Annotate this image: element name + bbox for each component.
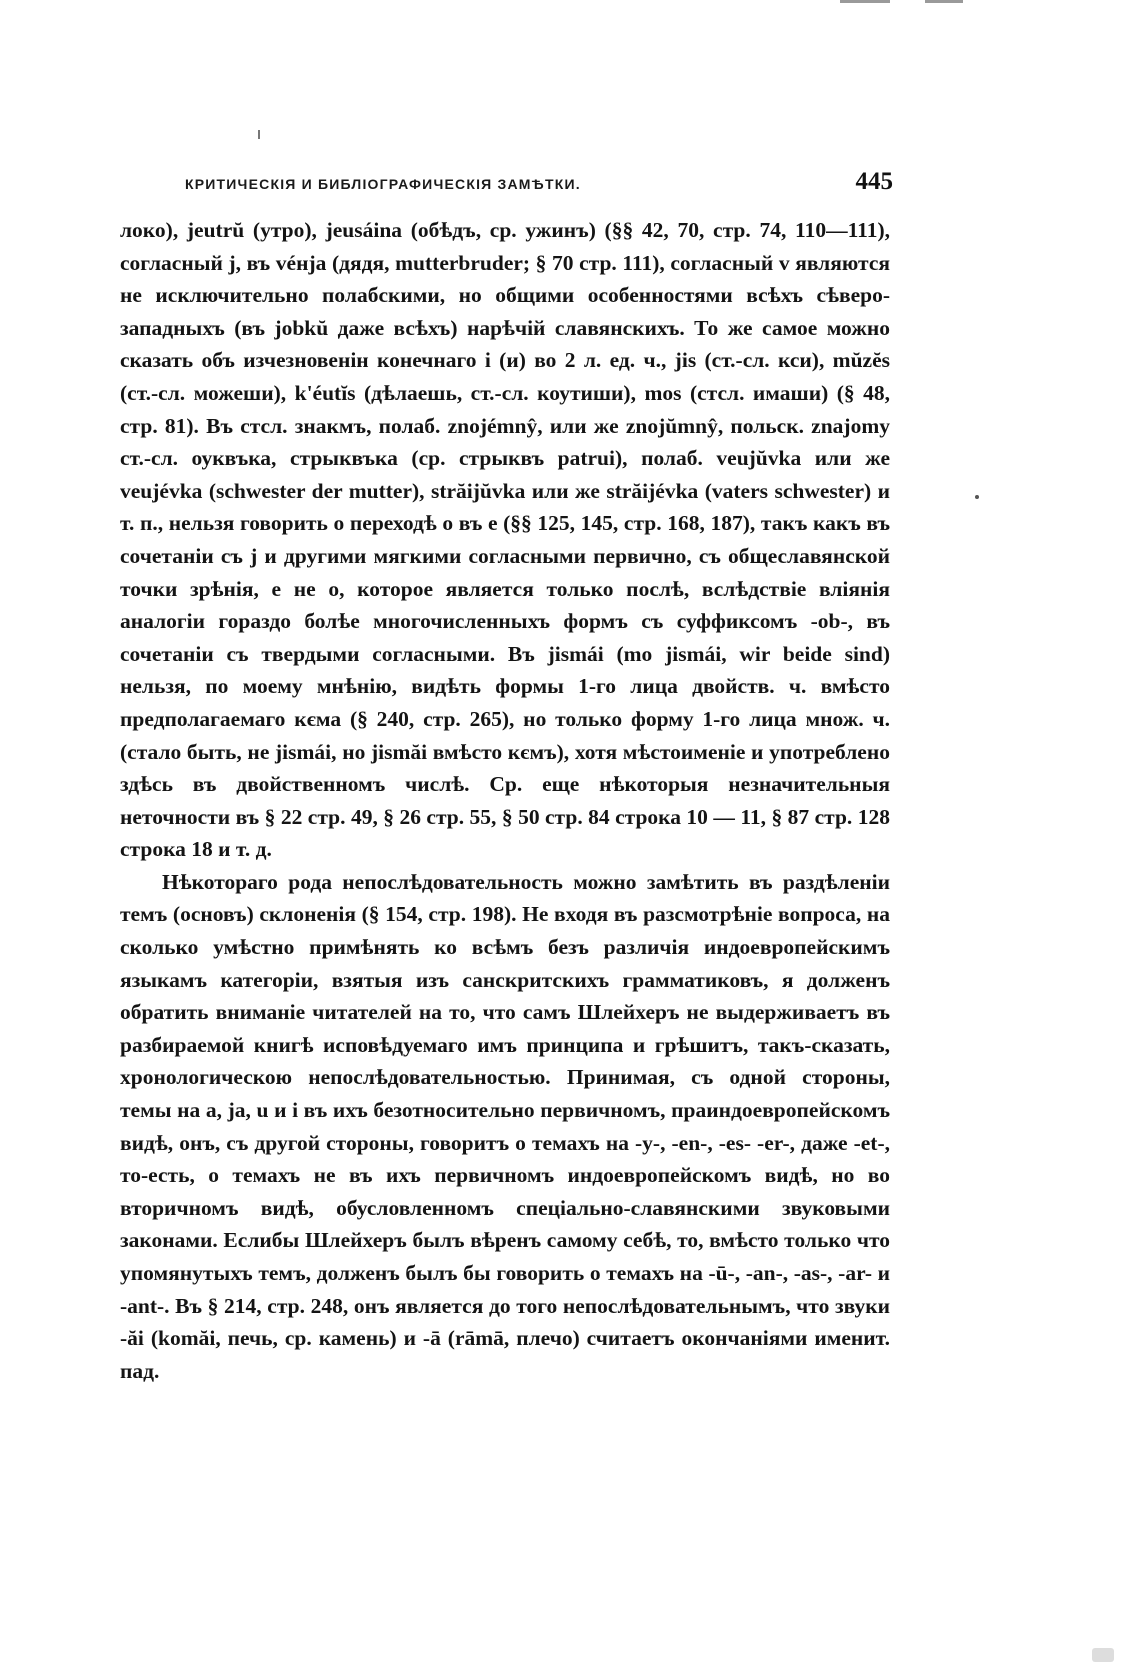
scan-smudge <box>1092 1648 1114 1662</box>
scan-edge-mark <box>925 0 963 3</box>
body-text <box>120 214 890 1387</box>
scan-speck <box>258 130 260 139</box>
scan-speck <box>975 495 979 499</box>
paragraph-continued: локо), jeutrŭ (утро), jeusáina (обѣдъ, ср. ужинъ) (§§ 42, 70, стр. 74, 110—111), согласный j, въ véнja (дядя, mutterbruder; § 70 стр. 111), согласный v являются не исключительно полабскими, но общими особенностями всѣхъ сѣверо-западныхъ (въ jobkŭ даже всѣхъ) нарѣчій славянскихъ. То же самое можно сказать объ изчезновенін конечнаго і (и) во 2 л. ед. ч., jis (ст.-сл. кси), mŭzĕs (ст.-сл. можеши), k'éutĭs (дѣлаешь, ст.-сл. коутиши), mos (стсл. имаши) (§ 48, стр. 81). Въ стсл. знакмъ, полаб. znojémnŷ, или же znojŭmnŷ, польск. znajomy ст.-сл. оуквъка, стрыквъка (ср. стрыквъ patrui), полаб. veujŭvka или же veujévka (schwester der mutter), străijŭvka или же străijévka (vaters schwester) и т. п., нельзя говорить о переходѣ o въ e (§§ 125, 145, стр. 168, 187), такъ какъ въ сочетаніи съ j и другими мягкими согласными первично, съ общеславянской точки зрѣнія, e не o, которое является только послѣ, вслѣдствіе вліянія аналогіи гораздо болѣе многочисленныхъ формъ съ суффиксомъ -ob-, въ сочетаніи съ твердыми согласными. Въ jismái (mo jismái, wir beide sind) нельзя, по моему мнѣнію, видѣть формы 1-го лица двойств. ч. вмѣсто предполагаемаго кєма (§ 240, стр. 265), но только форму 1-го лица множ. ч. (стало быть, не jismái, но jismăi вмѣсто кємъ), хотя мѣстоименіе и употреблено здѣсь въ двойственномъ числѣ. Ср. еще нѣкоторыя незначительныя неточности въ § 22 стр. 49, § 26 стр. 55, § 50 стр. 84 строка 10 — 11, § 87 стр. 128 строка 18 и т. д. <box>120 218 890 862</box>
running-title: КРИТИЧЕСКІЯ И БИБЛІОГРАФИЧЕСКІЯ ЗАМѢТКИ. <box>185 176 581 192</box>
scan-edge-mark <box>840 0 890 3</box>
paragraph: Нѣкотораго рода непослѣдовательность можно замѣтить въ раздѣленіи темъ (основъ) склоненія (§ 154, стр. 198). Не входя въ разсмотрѣніе вопроса, на сколько умѣстно примѣнять ко всѣмъ безъ различія индоевропейскимъ языкамъ категоріи, взятыя изъ санскритскихъ грамматиковъ, я долженъ обратить вниманіе читателей на то, что самъ Шлейхеръ не выдерживаетъ въ разбираемой книгѣ исповѣдуемаго имъ принципа и грѣшитъ, такъ-сказать, хронологическою непослѣдовательностью. Принимая, съ одной стороны, темы на a, ja, u и i въ ихъ безотносительно первичномъ, праиндоевропейскомъ видѣ, онъ, съ другой стороны, говоритъ о темахъ на -y-, -en-, -es- -er-, даже -et-, то-есть, о темахъ не въ ихъ первичномъ индоевропейскомъ видѣ, но во вторичномъ видѣ, обусловленномъ спеціально-славянскими звуковыми законами. Еслибы Шлейхеръ былъ вѣренъ самому себѣ, то, вмѣсто только что упомянутыхъ темъ, долженъ былъ бы говорить о темахъ на -ū-, -an-, -as-, -ar- и -ant-. Въ § 214, стр. 248, онъ является до того непослѣдовательнымъ, что звуки -ăi (komăi, печь, ср. камень) и -ā (rāmā, плечо) считаетъ окончаніями именит. пад. <box>120 869 890 1383</box>
running-head <box>175 168 893 202</box>
page-number: 445 <box>855 168 893 195</box>
